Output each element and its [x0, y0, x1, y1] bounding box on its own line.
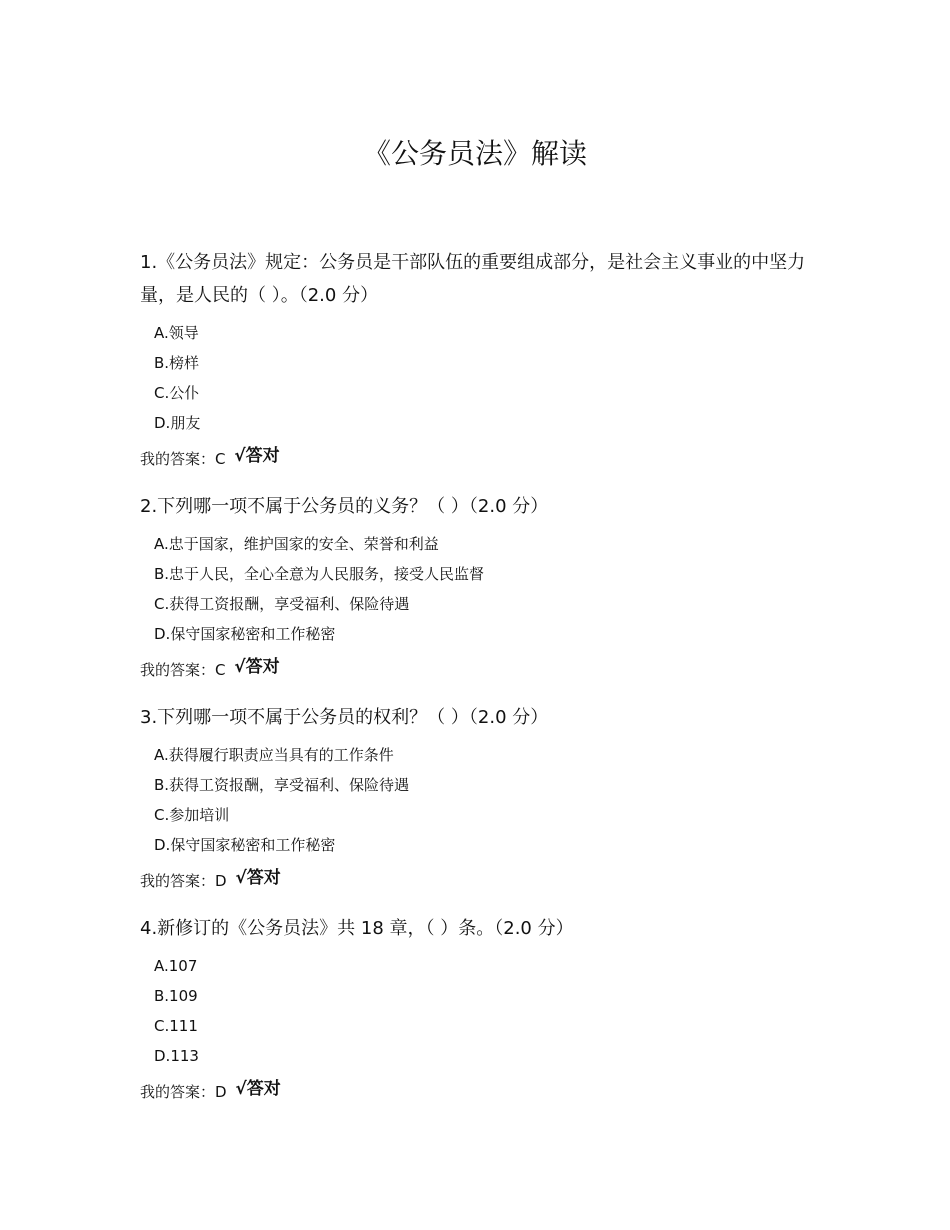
page-title: 《公务员法》解读 [362, 137, 587, 170]
answer-line [140, 868, 820, 894]
question-list [140, 246, 820, 1105]
option-c: C.获得工资报酬，享受福利、保险待遇 [154, 595, 410, 613]
answer-line [140, 1079, 820, 1105]
question-text: 2.下列哪一项不属于公务员的义务？（ ）（2.0 分） [140, 496, 549, 517]
question-text: 1.《公务员法》规定：公务员是干部队伍的重要组成部分，是社会主义事业的中坚力量，是人民的（ ）。（2.0 分） [140, 252, 806, 306]
option-list [140, 740, 820, 860]
correct-verdict: √答对 [235, 868, 281, 888]
question-text: 4.新修订的《公务员法》共 18 章，（ ）条。（2.0 分） [140, 918, 574, 939]
question-1 [140, 246, 820, 472]
correct-verdict: √答对 [235, 1079, 281, 1099]
option-d: D.保守国家秘密和工作秘密 [154, 836, 336, 854]
option-c: C.参加培训 [154, 806, 230, 824]
answer-label: 我的答案： [140, 1083, 216, 1101]
option-b: B.109 [154, 987, 198, 1005]
option-b: B.获得工资报酬，享受福利、保险待遇 [154, 776, 410, 794]
answer-line [140, 657, 820, 683]
question-text: 3.下列哪一项不属于公务员的权利？（ ）（2.0 分） [140, 707, 549, 728]
option-d: D.保守国家秘密和工作秘密 [154, 625, 336, 643]
option-a: A.领导 [154, 324, 199, 342]
option-a: A.忠于国家，维护国家的安全、荣誉和利益 [154, 535, 439, 553]
answer-line [140, 446, 820, 472]
option-b: B.榜样 [154, 354, 200, 372]
correct-verdict: √答对 [234, 657, 280, 677]
option-a: A.107 [154, 957, 198, 975]
answer-value: C [215, 450, 226, 468]
option-list [140, 318, 820, 438]
option-a: A.获得履行职责应当具有的工作条件 [154, 746, 394, 764]
option-c: C.111 [154, 1017, 198, 1035]
option-d: D.朋友 [154, 414, 201, 432]
option-list [140, 951, 820, 1071]
question-2 [140, 490, 820, 683]
question-3 [140, 701, 820, 894]
answer-label: 我的答案： [140, 450, 216, 468]
question-4 [140, 912, 820, 1105]
answer-label: 我的答案： [140, 661, 216, 679]
answer-value: D [215, 872, 227, 890]
answer-value: D [215, 1083, 227, 1101]
answer-value: C [215, 661, 226, 679]
option-c: C.公仆 [154, 384, 200, 402]
answer-label: 我的答案： [140, 872, 216, 890]
correct-verdict: √答对 [234, 446, 280, 466]
option-b: B.忠于人民，全心全意为人民服务，接受人民监督 [154, 565, 485, 583]
option-list [140, 529, 820, 649]
option-d: D.113 [154, 1047, 199, 1065]
